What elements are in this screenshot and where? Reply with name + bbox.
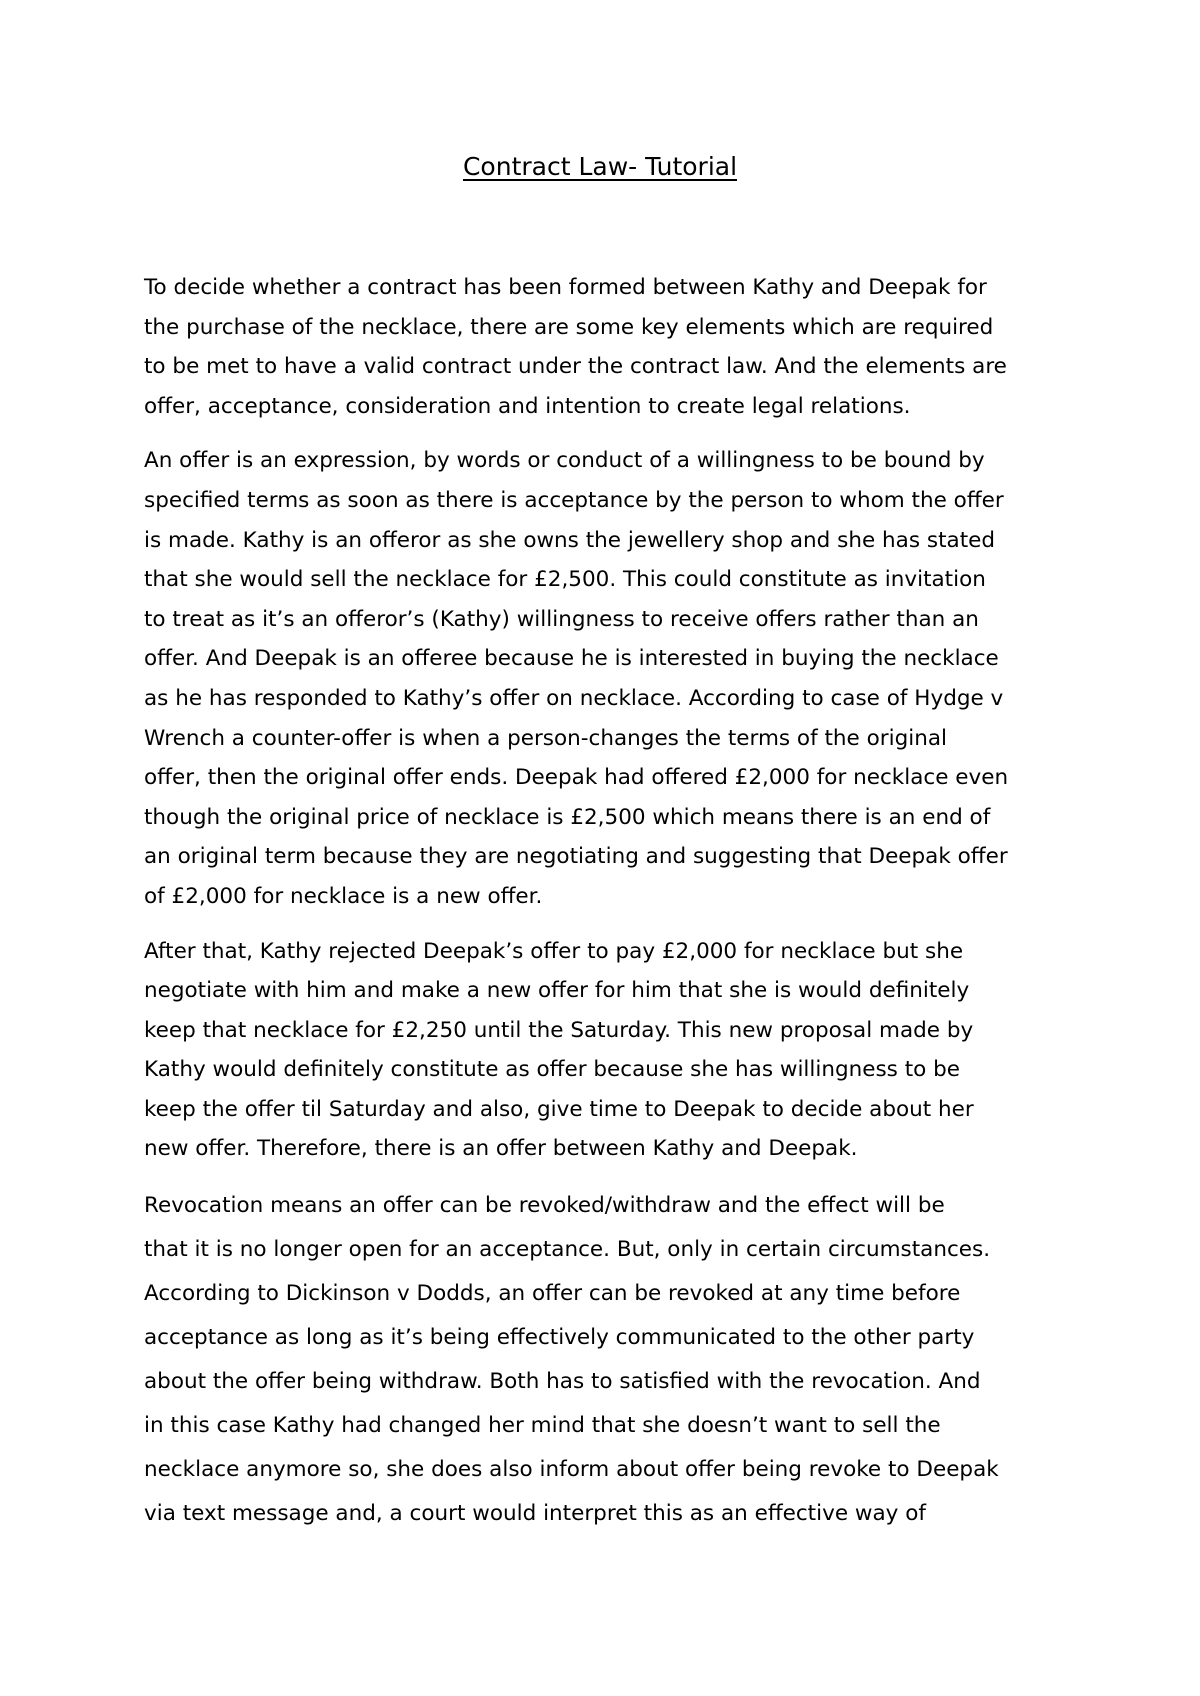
paragraph-line: After that, Kathy rejected Deepak’s offer to pay £2,000 for necklace but she [144, 938, 964, 964]
paragraph-line: Kathy would definitely constitute as offer because she has willingness to be [144, 1057, 960, 1083]
paragraph-offer [144, 441, 1064, 916]
document-body [144, 268, 1064, 1551]
paragraph-line: According to Dickinson v Dodds, an offer can be revoked at any time before [144, 1281, 961, 1307]
paragraph-line: keep the offer til Saturday and also, give time to Deepak to decide about her [144, 1096, 974, 1122]
paragraph-line: via text message and, a court would interpret this as an effective way of [144, 1501, 926, 1527]
paragraph-line: To decide whether a contract has been formed between Kathy and Deepak for [144, 275, 987, 300]
paragraph-line: is made. Kathy is an offeror as she owns the jewellery shop and she has stated [144, 527, 996, 553]
paragraph-line: in this case Kathy had changed her mind that she doesn’t want to sell the [144, 1413, 941, 1439]
paragraph-line: an original term because they are negotiating and suggesting that Deepak offer [144, 844, 1008, 870]
paragraph-line: the purchase of the necklace, there are some key elements which are required [144, 314, 994, 340]
paragraph-line: acceptance as long as it’s being effectively communicated to the other party [144, 1325, 975, 1351]
paragraph-line: Revocation means an offer can be revoked/withdraw and the effect will be [144, 1193, 945, 1219]
paragraph-introduction [144, 268, 1064, 426]
paragraph-line: that it is no longer open for an acceptance. But, only in certain circumstances. [144, 1237, 991, 1263]
paragraph-line: necklace anymore so, she does also inform about offer being revoke to Deepak [144, 1457, 999, 1483]
paragraph-revocation [144, 1184, 1064, 1536]
paragraph-line: specified terms as soon as there is acceptance by the person to whom the offer [144, 487, 1004, 513]
document-title: Contract Law- Tutorial [462, 152, 738, 181]
paragraph-line: though the original price of necklace is £2,500 which means there is an end of [144, 804, 991, 830]
paragraph-line: new offer. Therefore, there is an offer between Kathy and Deepak. [144, 1136, 858, 1162]
paragraph-line: to be met to have a valid contract under the contract law. And the elements are [144, 354, 1007, 380]
paragraph-line: as he has responded to Kathy’s offer on necklace. According to case of Hydge v [144, 685, 1004, 711]
paragraph-line: to treat as it’s an offeror’s (Kathy) willingness to receive offers rather than an [144, 606, 979, 632]
paragraph-line: An offer is an expression, by words or conduct of a willingness to be bound by [144, 448, 985, 474]
paragraph-line: about the offer being withdraw. Both has to satisfied with the revocation. And [144, 1369, 981, 1395]
paragraph-new-offer [144, 932, 1064, 1170]
paragraph-line: offer, then the original offer ends. Deepak had offered £2,000 for necklace even [144, 765, 1009, 791]
paragraph-line: that she would sell the necklace for £2,500. This could constitute as invitation [144, 567, 986, 593]
paragraph-line: Wrench a counter-offer is when a person-changes the terms of the original [144, 725, 947, 751]
paragraph-line: negotiate with him and make a new offer for him that she is would definitely [144, 978, 970, 1004]
paragraph-line: keep that necklace for £2,250 until the Saturday. This new proposal made by [144, 1017, 974, 1043]
paragraph-line: of £2,000 for necklace is a new offer. [144, 883, 543, 909]
paragraph-line: offer. And Deepak is an offeree because he is interested in buying the necklace [144, 646, 999, 672]
paragraph-line: offer, acceptance, consideration and intention to create legal relations. [144, 393, 911, 419]
